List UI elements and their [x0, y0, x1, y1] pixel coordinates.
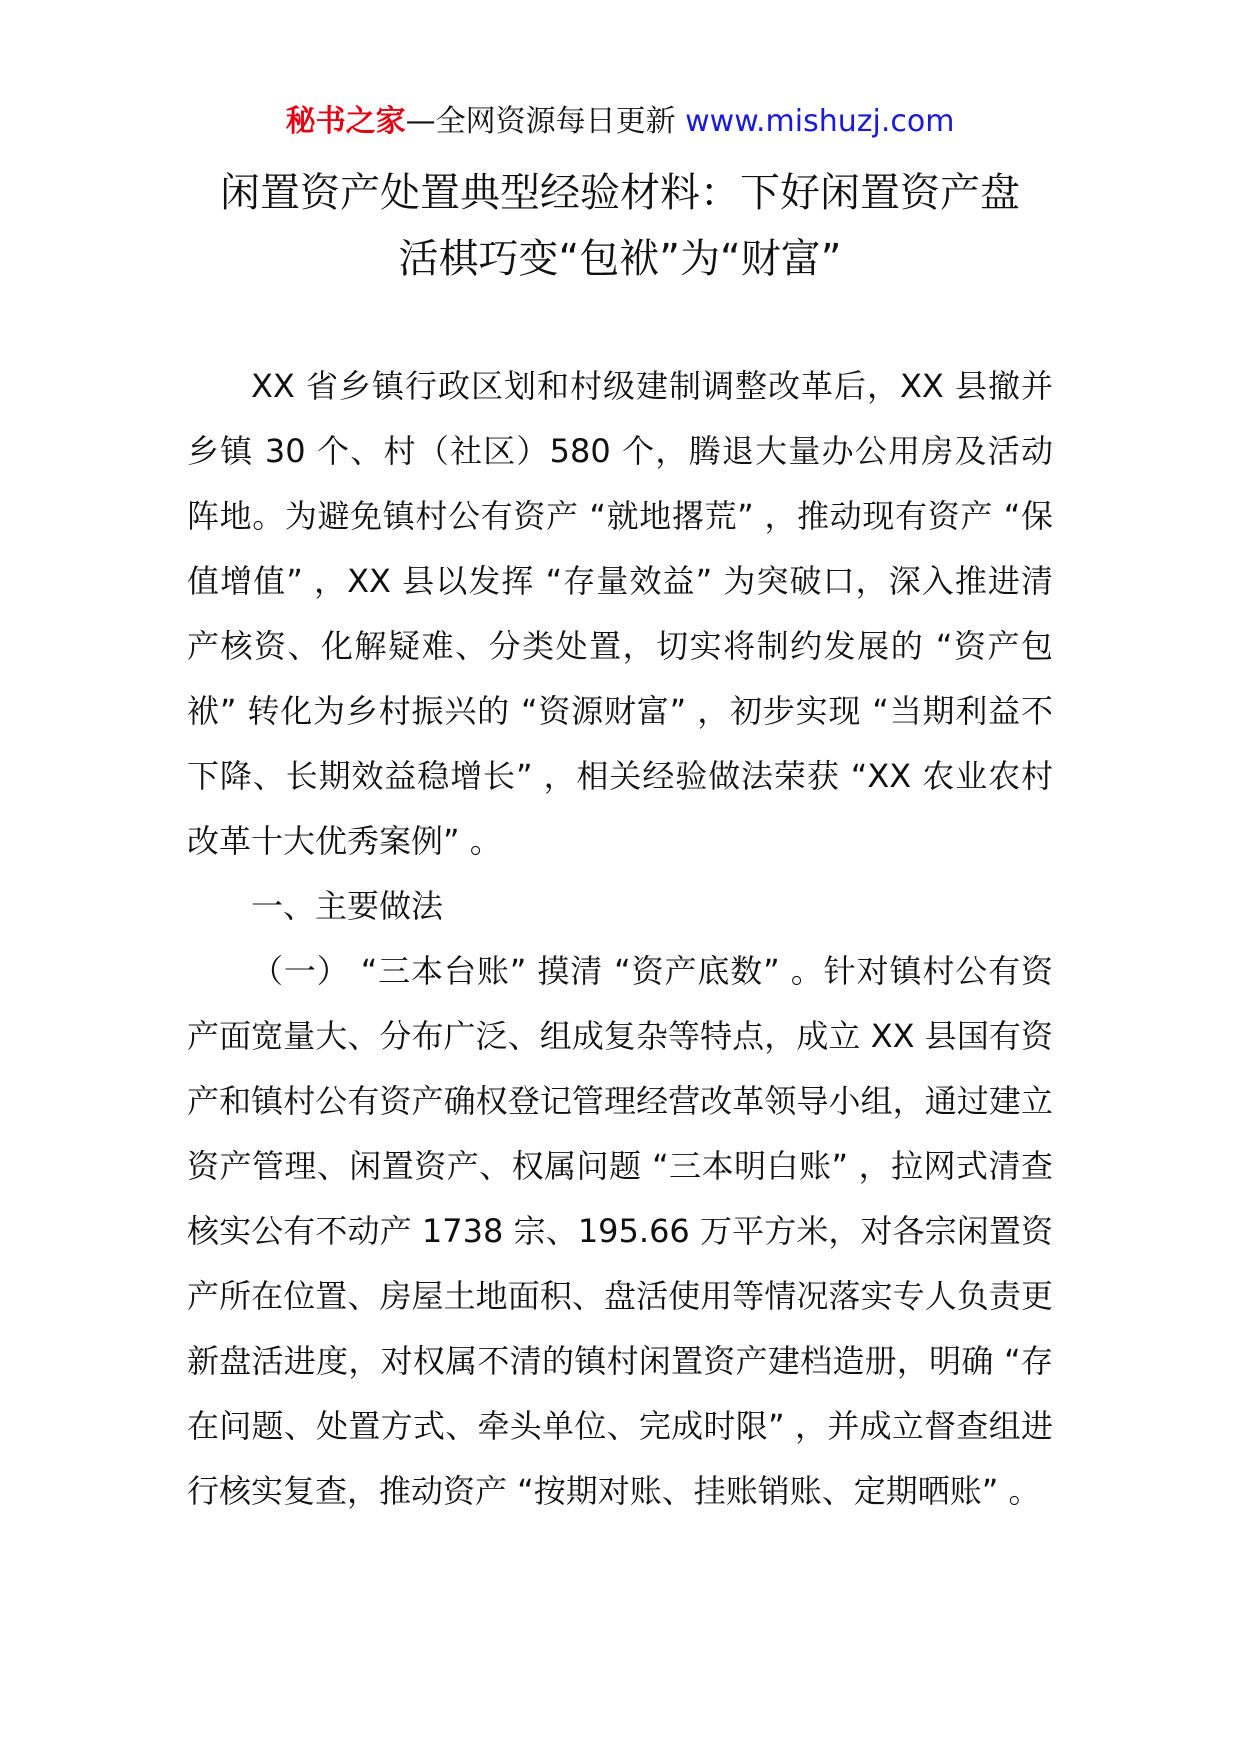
header-banner [0, 100, 1240, 144]
body-paragraph: （一） “三本台账” 摸清 “资产底数” 。针对镇村公有资产面宽量大、分布广泛、组成复杂等特点，成立 XX 县国有资产和镇村公有资产确权登记管理经营改革领导小组，通过建立资产管理、闲置资产、权属问题 “三本明白账” ，拉网式清查核实公有不动产 1738 宗、195.66 万平方米，对各宗闲置资产所在位置、房屋土地面积、盘活使用等情况落实专人负责更新盘活进度，对权属不清的镇村闲置资产建档造册，明确 “存在问题、处置方式、牵头单位、完成时限” ，并成立督查组进行核实复查，推动资产 “按期对账、挂账销账、定期晒账” 。 [187, 952, 1053, 1510]
intro-paragraph: XX 省乡镇行政区划和村级建制调整改革后，XX 县撤并乡镇 30 个、村（社区）580 个，腾退大量办公用房及活动阵地。为避免镇村公有资产 “就地撂荒” ，推动现有资产 “保值增值” ，XX 县以发挥 “存量效益” 为突破口，深入推进清产核资、化解疑难、分类处置，切实将制约发展的 “资产包袱” 转化为乡村振兴的 “资源财富” ，初步实现 “当期利益不下降、长期效益稳增长” ，相关经验做法荣获 “XX 农业农村改革十大优秀案例” 。 [187, 367, 1053, 860]
document-body [187, 354, 1053, 1524]
brand-name: 秘书之家 [285, 104, 406, 139]
document-title [190, 160, 1050, 292]
site-url-link[interactable]: www.mishuzj.com [685, 104, 955, 139]
title-line-2: 活棋巧变“包袱”为“财富” [398, 236, 842, 282]
banner-tagline: —全网资源每日更新 [405, 104, 686, 139]
title-line-1: 闲置资产处置典型经验材料：下好闲置资产盘 [220, 170, 1020, 216]
section-heading: 一、主要做法 [251, 887, 444, 925]
